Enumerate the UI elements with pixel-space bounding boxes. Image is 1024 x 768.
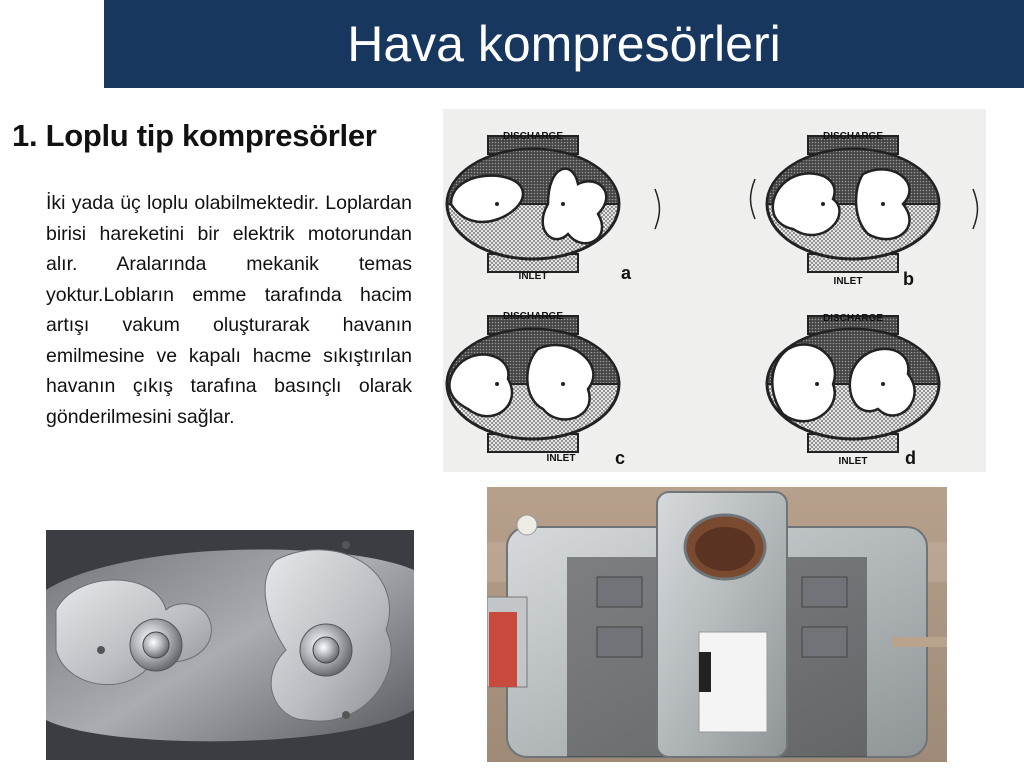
label-inlet-b: INLET xyxy=(833,276,863,287)
slide-title: Hava kompresörleri xyxy=(347,16,781,72)
slide-subtitle: 1. Loplu tip kompresörler xyxy=(12,118,377,153)
diagram-panel-d xyxy=(767,316,939,452)
photo-rotary-lobe-pump xyxy=(487,487,947,762)
label-panel-c: c xyxy=(615,448,626,468)
photo-lobe-rotors xyxy=(46,530,414,760)
diagram-panel-b xyxy=(767,136,939,272)
label-inlet-c: INLET xyxy=(546,453,576,464)
label-discharge-d: DISCHARGE xyxy=(822,313,884,324)
title-bar xyxy=(104,0,1024,88)
lobe-compressor-diagram xyxy=(443,109,986,472)
label-panel-d: d xyxy=(905,448,916,468)
label-discharge-b: DISCHARGE xyxy=(822,131,884,142)
label-panel-a: a xyxy=(621,263,632,283)
label-panel-b: b xyxy=(903,269,914,289)
body-paragraph: İki yada üç loplu olabilmektedir. Loplardan birisi hareketini bir elektrik motorundan alır. Aralarında mekanik temas yoktur.Lobların emme tarafında hacim artışı vakum oluşturarak havanın emilmesine ve kapalı hacme sıkıştırılan havanın çıkış tarafına basınçlı olarak gönderilmesini sağlar. xyxy=(46,192,412,428)
diagram-panel-c xyxy=(447,316,619,452)
label-inlet-d: INLET xyxy=(838,456,868,467)
label-discharge-c: DISCHARGE xyxy=(502,311,564,322)
diagram-panel-a xyxy=(447,136,619,272)
label-inlet-a: INLET xyxy=(518,271,548,282)
label-discharge-a: DISCHARGE xyxy=(502,131,564,142)
